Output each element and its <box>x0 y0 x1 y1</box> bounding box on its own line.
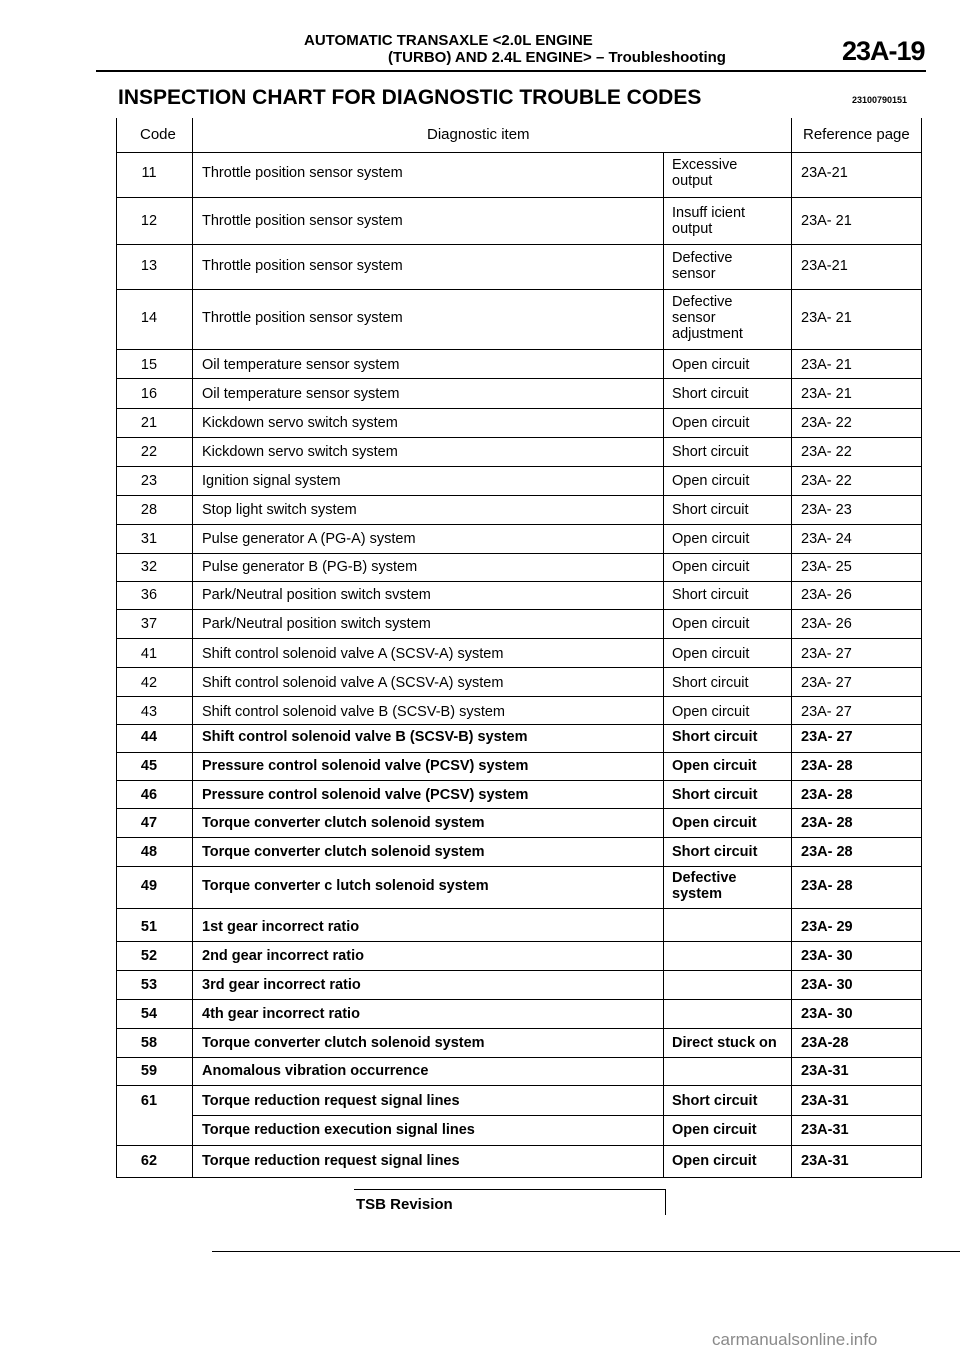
fault-condition: Short circuit <box>672 675 749 691</box>
row-divider <box>116 999 922 1000</box>
fault-condition: Open circuit <box>672 758 757 774</box>
reference-page: 23A- 22 <box>801 415 852 431</box>
reference-page: 23A- 23 <box>801 502 852 518</box>
dtc-code: 41 <box>140 646 158 662</box>
fault-condition: Open circuit <box>672 559 750 575</box>
reference-page: 23A-31 <box>801 1063 849 1079</box>
diagnostic-item: 1st gear incorrect ratio <box>202 919 360 935</box>
fault-condition: Direct stuck on <box>672 1035 777 1051</box>
diagnostic-item: 3rd gear incorrect ratio <box>202 977 361 993</box>
reference-column-divider <box>791 118 792 1178</box>
reference-page: 23A- 22 <box>801 444 852 460</box>
dtc-code: 31 <box>140 531 158 547</box>
row-divider <box>116 524 922 525</box>
fault-condition: Short circuit <box>672 844 758 860</box>
diagnostic-item: Park/Neutral position switch system <box>202 616 431 632</box>
reference-page: 23A- 30 <box>801 977 853 993</box>
fault-condition: Defective sensor adjustment <box>672 294 743 342</box>
diagnostic-item: Anomalous vibration occurrence <box>202 1063 429 1079</box>
reference-page: 23A- 28 <box>801 815 853 831</box>
row-divider <box>116 696 922 697</box>
dtc-code: 13 <box>140 258 158 274</box>
fault-condition: Open circuit <box>672 815 757 831</box>
diagnostic-item: Torque converter clutch solenoid system <box>202 815 485 831</box>
dtc-code: 48 <box>140 844 158 860</box>
diagnostic-item: Torque reduction request signal lines <box>202 1093 460 1109</box>
row-divider <box>116 866 922 867</box>
reference-page: 23A- 26 <box>801 587 852 603</box>
dtc-code: 53 <box>140 977 158 993</box>
reference-page: 23A- 26 <box>801 616 852 632</box>
document-code: 23100790151 <box>852 95 908 105</box>
diagnostic-item: Ignition signal system <box>202 473 341 489</box>
row-divider <box>116 408 922 409</box>
dtc-code: 14 <box>140 310 158 326</box>
diagnostic-item: Pulse generator B (PG-B) system <box>202 559 418 575</box>
diagnostic-item: Kickdown servo switch system <box>202 415 398 431</box>
reference-page: 23A- 27 <box>801 675 852 691</box>
dtc-code: 28 <box>140 502 158 518</box>
fault-condition: Defective sensor <box>672 250 733 282</box>
diagnostic-item: Kickdown servo switch system <box>202 444 398 460</box>
reference-page: 23A- 27 <box>801 729 853 745</box>
reference-page: 23A- 28 <box>801 787 853 803</box>
fault-condition: Open circuit <box>672 1122 757 1138</box>
dtc-code: 22 <box>140 444 158 460</box>
row-divider <box>116 1177 922 1178</box>
fault-condition: Open circuit <box>672 531 750 547</box>
diagnostic-item: Stop light switch system <box>202 502 357 518</box>
dtc-code: 21 <box>140 415 158 431</box>
diagnostic-item: Throttle position sensor system <box>202 310 403 326</box>
fault-condition: Insuff icient output <box>672 205 746 237</box>
row-divider <box>116 553 922 554</box>
code-column-divider <box>192 118 193 1178</box>
page-number: 23A-19 <box>842 36 925 66</box>
dtc-code: 61 <box>140 1093 158 1109</box>
row-divider <box>116 667 922 668</box>
reference-page: 23A- 22 <box>801 473 852 489</box>
diagnostic-item: Shift control solenoid valve A (SCSV-A) system <box>202 675 504 691</box>
dtc-code: 54 <box>140 1006 158 1022</box>
row-divider <box>116 808 922 809</box>
dtc-code: 58 <box>140 1035 158 1051</box>
bottom-divider <box>212 1251 960 1252</box>
fault-condition: Short circuit <box>672 502 749 518</box>
fault-condition: Open circuit <box>672 616 750 632</box>
reference-page: 23A- 25 <box>801 559 852 575</box>
row-divider <box>116 638 922 639</box>
row-divider <box>116 780 922 781</box>
diagnostic-item: Throttle position sensor system <box>202 258 403 274</box>
dtc-code: 45 <box>140 758 158 774</box>
row-divider <box>116 908 922 909</box>
dtc-code: 37 <box>140 616 158 632</box>
diagnostic-item: Torque converter clutch solenoid system <box>202 1035 485 1051</box>
diagnostic-item: Torque converter clutch solenoid system <box>202 844 485 860</box>
diagnostic-item: Pressure control solenoid valve (PCSV) system <box>202 787 529 803</box>
row-divider <box>116 197 922 198</box>
row-divider <box>116 378 922 379</box>
dtc-code: 46 <box>140 787 158 803</box>
reference-page: 23A- 29 <box>801 919 853 935</box>
header-divider <box>96 70 926 72</box>
dtc-code: 15 <box>140 357 158 373</box>
fault-condition: Open circuit <box>672 415 750 431</box>
reference-page: 23A-31 <box>801 1093 849 1109</box>
status-column-divider <box>663 152 664 1178</box>
reference-page: 23A- 27 <box>801 646 852 662</box>
diagnostic-item: Torque converter c lutch solenoid system <box>202 878 489 894</box>
reference-page: 23A- 28 <box>801 758 853 774</box>
row-divider <box>116 349 922 350</box>
fault-condition: Short circuit <box>672 444 749 460</box>
reference-page: 23A-31 <box>801 1122 849 1138</box>
dtc-code: 12 <box>140 213 158 229</box>
dtc-code: 59 <box>140 1063 158 1079</box>
dtc-code: 47 <box>140 815 158 831</box>
row-divider <box>116 581 922 582</box>
row-divider <box>116 1028 922 1029</box>
row-divider <box>116 466 922 467</box>
row-divider <box>116 609 922 610</box>
diagnostic-item: Pulse generator A (PG-A) system <box>202 531 416 547</box>
diagnostic-item: Oil temperature sensor system <box>202 357 400 373</box>
diagnostic-item: 2nd gear incorrect ratio <box>202 948 364 964</box>
fault-condition: Excessive output <box>672 157 738 189</box>
reference-page: 23A-21 <box>801 165 848 181</box>
fault-condition: Defective system <box>672 870 737 902</box>
diagnostic-item: Oil temperature sensor system <box>202 386 400 402</box>
dtc-code: 23 <box>140 473 158 489</box>
row-divider <box>116 1085 922 1086</box>
column-header-reference: Reference page <box>803 126 910 143</box>
diagnostic-item: Shift control solenoid valve B (SCSV-B) system <box>202 729 528 745</box>
row-divider <box>116 152 922 153</box>
row-divider <box>116 752 922 753</box>
reference-page: 23A-28 <box>801 1035 849 1051</box>
reference-page: 23A- 21 <box>801 310 852 326</box>
dtc-code: 44 <box>140 729 158 745</box>
dtc-code: 36 <box>140 587 158 603</box>
revision-label: TSB Revision <box>356 1196 453 1213</box>
reference-page: 23A- 21 <box>801 386 852 402</box>
diagnostic-item: 4th gear incorrect ratio <box>202 1006 360 1022</box>
diagnostic-item: Throttle position sensor system <box>202 213 403 229</box>
reference-page: 23A- 27 <box>801 704 852 720</box>
dtc-code: 11 <box>141 165 157 181</box>
row-divider <box>116 724 922 725</box>
reference-page: 23A- 24 <box>801 531 852 547</box>
reference-page: 23A- 21 <box>801 213 852 229</box>
row-divider <box>116 289 922 290</box>
reference-page: 23A-31 <box>801 1153 849 1169</box>
row-divider <box>116 941 922 942</box>
reference-page: 23A- 28 <box>801 844 853 860</box>
dtc-code: 43 <box>140 704 158 720</box>
dtc-code: 62 <box>140 1153 158 1169</box>
dtc-code: 52 <box>140 948 158 964</box>
dtc-code: 49 <box>140 878 158 894</box>
diagnostic-item: Torque reduction execution signal lines <box>202 1122 475 1138</box>
fault-condition: Short circuit <box>672 386 749 402</box>
row-divider <box>116 437 922 438</box>
diagnostic-item: Throttle position sensor system <box>202 165 403 181</box>
reference-page: 23A- 28 <box>801 878 853 894</box>
row-divider <box>116 244 922 245</box>
fault-condition: Open circuit <box>672 357 750 373</box>
row-divider-partial <box>192 1115 922 1116</box>
reference-page: 23A-21 <box>801 258 848 274</box>
diagnostic-item: Park/Neutral position switch svstem <box>202 587 431 603</box>
diagnostic-item: Torque reduction request signal lines <box>202 1153 460 1169</box>
fault-condition: Short circuit <box>672 587 749 603</box>
row-divider <box>116 1057 922 1058</box>
header-title-line2: (TURBO) AND 2.4L ENGINE> – Troubleshooting <box>388 49 726 66</box>
fault-condition: Open circuit <box>672 1153 757 1169</box>
diagnostic-item: Shift control solenoid valve A (SCSV-A) system <box>202 646 504 662</box>
watermark: carmanualsonline.info <box>712 1330 878 1349</box>
row-divider <box>116 1145 922 1146</box>
dtc-code: 16 <box>140 386 158 402</box>
fault-condition: Open circuit <box>672 646 750 662</box>
row-divider <box>116 837 922 838</box>
diagnostic-item: Pressure control solenoid valve (PCSV) system <box>202 758 529 774</box>
fault-condition: Short circuit <box>672 1093 758 1109</box>
dtc-code: 32 <box>140 559 158 575</box>
row-divider <box>116 495 922 496</box>
dtc-code: 42 <box>140 675 158 691</box>
fault-condition: Short circuit <box>672 787 758 803</box>
column-header-item: Diagnostic item <box>427 126 530 143</box>
diagnostic-item: Shift control solenoid valve B (SCSV-B) system <box>202 704 506 720</box>
dtc-code: 51 <box>140 919 158 935</box>
reference-page: 23A- 30 <box>801 1006 853 1022</box>
reference-page: 23A- 30 <box>801 948 853 964</box>
fault-condition: Open circuit <box>672 704 750 720</box>
header-title-line1: AUTOMATIC TRANSAXLE <2.0L ENGINE <box>304 32 593 49</box>
fault-condition: Open circuit <box>672 473 750 489</box>
table-right-border <box>921 118 922 1178</box>
row-divider <box>116 970 922 971</box>
column-header-code: Code <box>140 126 176 143</box>
chart-title: INSPECTION CHART FOR DIAGNOSTIC TROUBLE CODES <box>118 86 702 109</box>
fault-condition: Short circuit <box>672 729 758 745</box>
reference-page: 23A- 21 <box>801 357 852 373</box>
